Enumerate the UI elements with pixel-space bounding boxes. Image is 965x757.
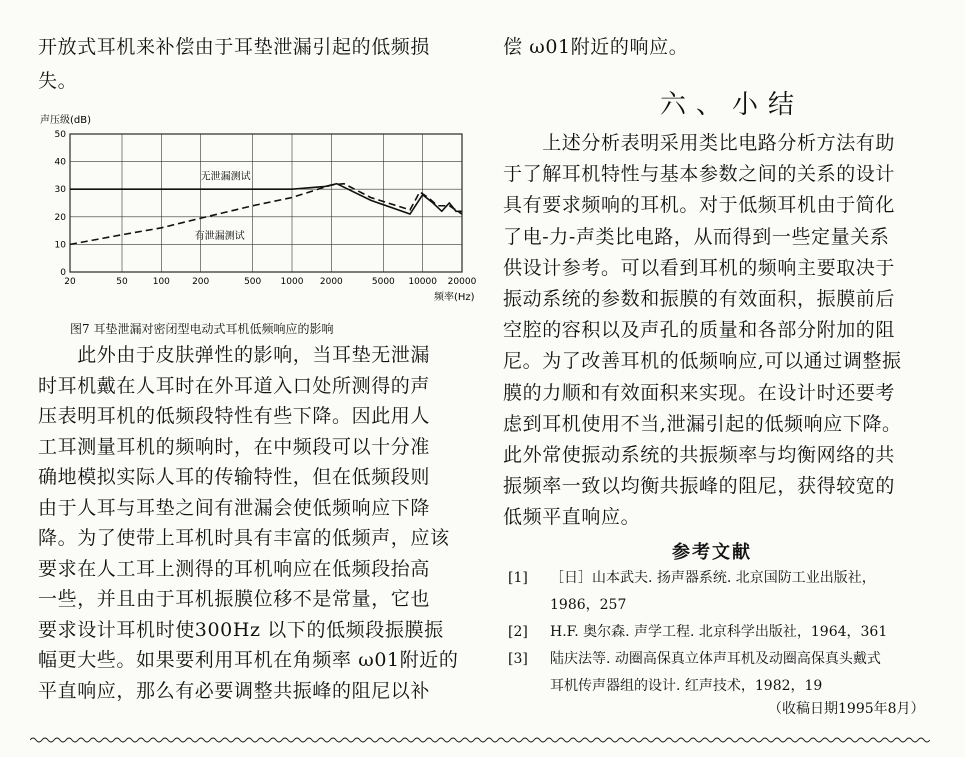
text-line: 了电-力-声类比电路，从而得到一些定量关系 — [503, 225, 890, 248]
x-tick-label: 50 — [116, 277, 128, 287]
text-line: 于了解耳机特性与基本参数之间的关系的设计 — [503, 163, 896, 186]
text-line: 幅更大些。如果要利用耳机在角频率 ω01附近的 — [38, 649, 459, 671]
text-line: 虑到耳机使用不当,泄漏引起的低频响应下降。 — [503, 412, 902, 435]
text-line: 振动系统的参数和振膜的有效面积，振膜前后 — [503, 288, 896, 310]
x-tick-label: 20 — [64, 277, 76, 287]
text-line: 膜的力顺和有效面积来实现。在设计时还要考 — [503, 381, 896, 404]
chart-x-axis-label: 频率(Hz) — [434, 292, 475, 303]
text-line: 降。为了使带上耳机时具有丰富的低频声，应该 — [38, 527, 450, 549]
text-line: 时耳机戴在人耳时在外耳道入口处所测得的声 — [38, 374, 431, 397]
reference-number: [3] — [508, 651, 528, 667]
text-line: 此外常使振动系统的共振频率与均衡网络的共 — [503, 444, 896, 466]
frequency-response-chart — [38, 112, 488, 304]
series-label: 有泄漏测试 — [194, 230, 245, 242]
reference-text: ［日］山本武夫. 扬声器系统. 北京国防工业出版社， — [550, 570, 876, 586]
text-line: 工耳测量耳机的频响时，在中频段可以十分准 — [38, 435, 431, 458]
text-line: 上述分析表明采用类比电路分析方法有助 — [503, 132, 896, 154]
text-line: 此外由于皮肤弹性的影响，当耳垫无泄漏 — [38, 344, 431, 366]
text-line: 由于人耳与耳垫之间有泄漏会使低频响应下降 — [38, 496, 431, 519]
left-top-line-2: 失。 — [38, 70, 78, 92]
y-tick-label: 10 — [54, 240, 66, 251]
chart-series — [70, 184, 462, 245]
text-line: 平直响应，那么有必要调整共振峰的阻尼以补 — [38, 679, 431, 702]
text-line: 要求设计耳机时使300Hz 以下的低频段振膜振 — [38, 618, 444, 641]
y-tick-label: 40 — [54, 157, 66, 168]
section-heading: 六、小结 — [660, 90, 805, 120]
x-tick-label: 10000 — [408, 277, 437, 287]
y-tick-label: 20 — [54, 212, 66, 223]
y-tick-label: 30 — [54, 185, 66, 196]
reference-text: 陆庆法等. 动圈高保真立体声耳机及动圈高保真头戴式 — [550, 651, 881, 667]
received-date: （收稿日期1995年8月） — [768, 701, 925, 717]
text-line: 振频率一致以均衡共振峰的阻尼，获得较宽的 — [503, 475, 896, 498]
reference-entry — [508, 620, 887, 644]
y-tick-label: 0 — [60, 268, 66, 278]
x-tick-label: 100 — [152, 277, 170, 287]
references-heading: 参考文献 — [672, 542, 752, 563]
x-tick-label: 20000 — [447, 277, 477, 287]
x-tick-label: 5000 — [371, 277, 395, 287]
reference-text: H.F. 奥尔森. 声学工程. 北京科学出版社，1964，361 — [550, 624, 888, 640]
text-line: 确地模拟实际人耳的传输特性，但在低频段则 — [38, 466, 431, 488]
reference-continuation: 1986，257 — [550, 597, 627, 613]
text-line: 具有要求频响的耳机。对于低频耳机由于简化 — [503, 194, 896, 217]
x-tick-label: 2000 — [319, 277, 343, 287]
chart-series-labels — [195, 170, 251, 242]
text-line: 压表明耳机的低频段特性有些下降。因此用人 — [38, 405, 431, 427]
reference-entry — [508, 647, 881, 671]
x-tick-label: 1000 — [280, 277, 304, 287]
series-label: 无泄漏测试 — [200, 171, 251, 183]
text-line: 低频平直响应。 — [503, 506, 641, 529]
text-line: 供设计参考。可以看到耳机的频响主要取决于 — [503, 256, 896, 279]
left-top-line-1: 开放式耳机来补偿由于耳垫泄漏引起的低频损 — [38, 36, 431, 58]
y-tick-label: 50 — [54, 130, 66, 140]
text-line: 尼。为了改善耳机的低频响应,可以通过调整振 — [503, 350, 902, 373]
chart-y-axis-label: 声压级(dB) — [40, 115, 92, 126]
figure-caption: 图7 耳垫泄漏对密闭型电动式耳机低频响应的影响 — [70, 322, 334, 336]
reference-number: [1] — [508, 570, 528, 586]
text-line: 一些，并且由于耳机振膜位移不是常量，它也 — [38, 588, 431, 610]
reference-continuation: 耳机传声器组的设计. 红声技术，1982，19 — [550, 678, 823, 694]
series-line — [70, 184, 462, 245]
x-tick-label: 500 — [244, 277, 262, 287]
reference-entry — [508, 566, 876, 590]
bottom-wavy-rule — [30, 735, 930, 745]
right-top-line: 偿 ω01附近的响应。 — [503, 36, 689, 58]
text-line: 要求在人工耳上测得的耳机响应在低频段抬高 — [38, 557, 431, 580]
series-line — [70, 184, 462, 214]
reference-number: [2] — [508, 624, 528, 640]
text-line: 空腔的容积以及声孔的质量和各部分附加的阻 — [503, 319, 896, 342]
x-tick-label: 200 — [192, 277, 210, 287]
